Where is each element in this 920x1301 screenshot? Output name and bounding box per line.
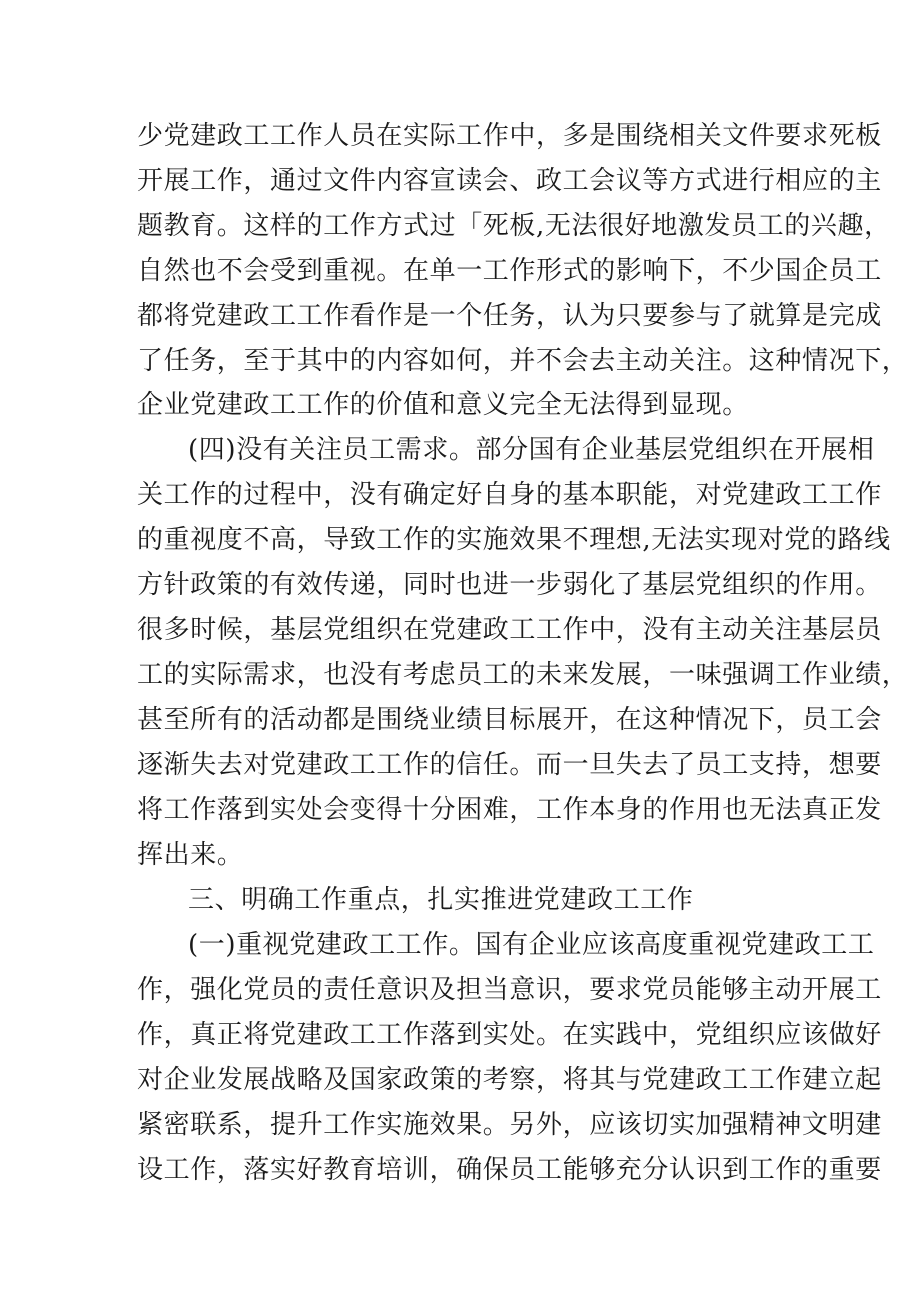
paragraph-heading-line: (四)没有关注员工需求。部分国有企业基层党组织在开展相 [188,435,875,465]
text-line: 将工作落到实处会变得十分困难，工作本身的作用也无法真正发 [137,795,882,825]
text-line: 对企业发展战略及国家政策的考察，将其与党建政工工作建立起 [137,1065,882,1095]
paragraph-heading-line: (一)重视党建政工工作。国有企业应该高度重视党建政工工 [188,930,875,960]
text-line: 都将党建政工工作看作是一个任务，认为只要参与了就算是完成 [137,301,882,331]
text-line: 挥出来。 [137,840,244,870]
section-heading: 三、明确工作重点，扎实推进党建政工工作 [188,885,694,915]
text-line: 作，真正将党建政工工作落到实处。在实践中，党组织应该做好 [137,1020,882,1050]
text-line: 自然也不会受到重视。在单一工作形式的影响下，不少国企员工 [137,256,882,286]
text-line: 作，强化党员的责任意识及担当意识，要求党员能够主动开展工 [137,975,882,1005]
text-line: 甚至所有的活动都是围绕业绩目标展开，在这种情况下，员工会 [137,705,882,735]
text-line: 紧密联系，提升工作实施效果。另外，应该切实加强精神文明建 [137,1110,882,1140]
text-line: 设工作，落实好教育培训，确保员工能够充分认识到工作的重要 [137,1155,882,1185]
text-line: 企业党建政工工作的价值和意义完全无法得到显现。 [137,390,749,420]
text-line: 题教育。这样的工作方式过「死板,无法很好地激发员工的兴趣， [137,211,891,241]
text-line: 开展工作，通过文件内容宣读会、政工会议等方式进行相应的主 [137,166,882,196]
text-line: 了任务，至于其中的内容如何，并不会去主动关注。这种情况下， [137,346,909,376]
text-line: 逐渐失去对党建政工工作的信任。而一旦失去了员工支持，想要 [137,750,882,780]
text-line: 方针政策的有效传递，同时也进一步弱化了基层党组织的作用。 [137,570,882,600]
text-line: 工的实际需求，也没有考虑员工的未来发展，一味强调工作业绩， [137,660,909,690]
text-line: 少党建政工工作人员在实际工作中，多是围绕相关文件要求死板 [137,121,882,151]
text-line: 关工作的过程中，没有确定好自身的基本职能，对党建政工工作 [137,480,882,510]
text-line: 的重视度不高，导致工作的实施效果不理想,无法实现对党的路线 [137,525,891,555]
text-line: 很多时候，基层党组织在党建政工工作中，没有主动关注基层员 [137,615,882,645]
